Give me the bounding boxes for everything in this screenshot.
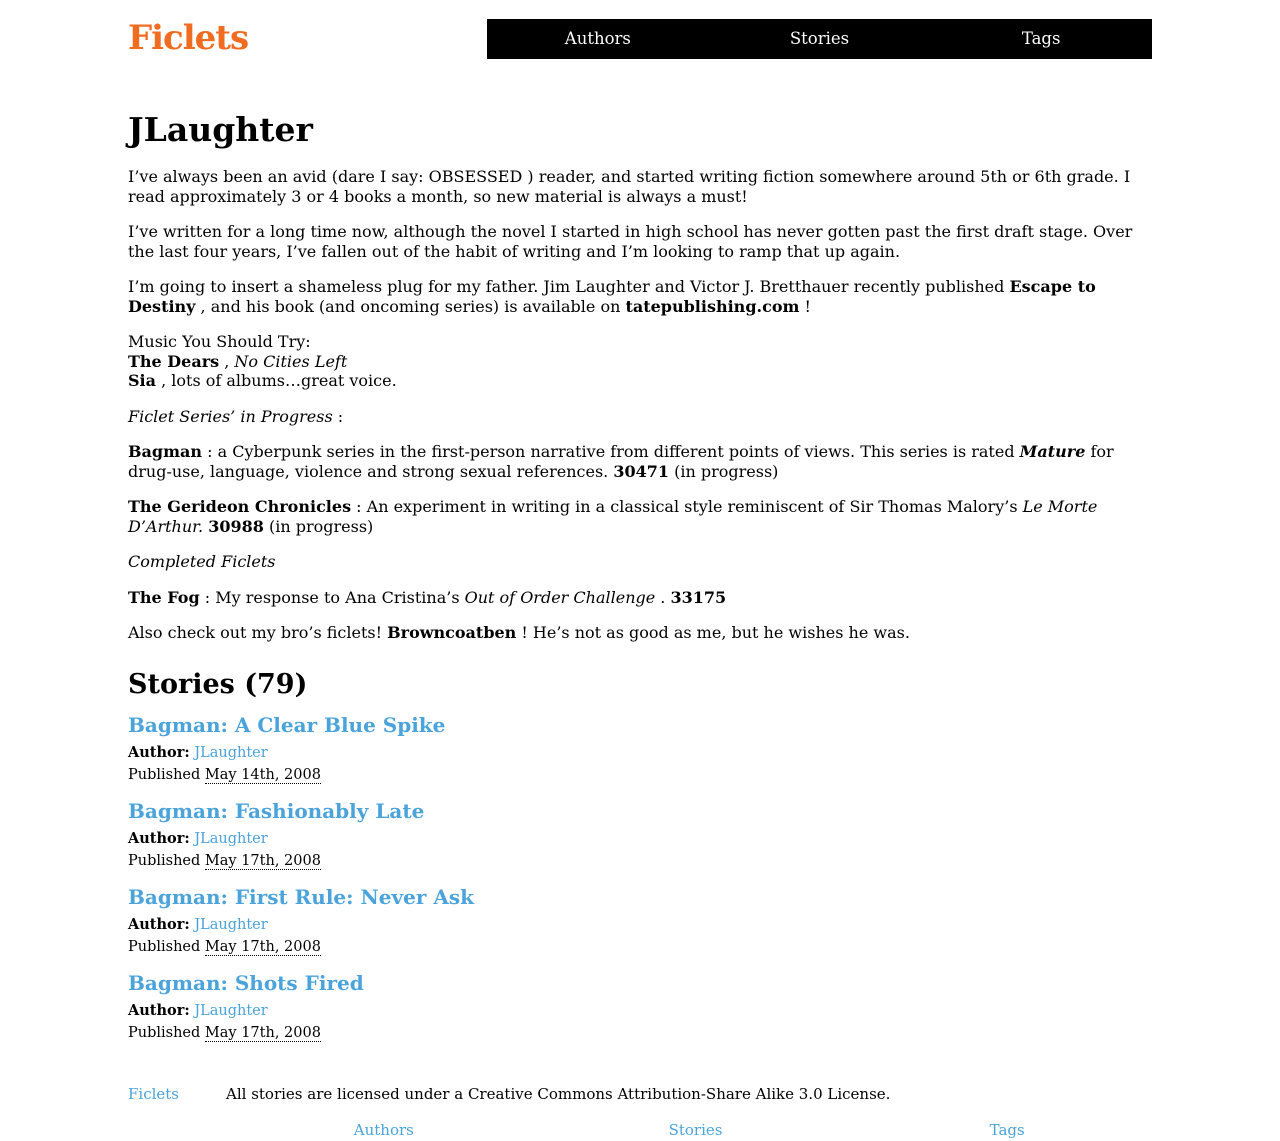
footer-nav-item-link-stories[interactable]: Stories (668, 1121, 723, 1139)
bio-text-segment: (in progress) (263, 516, 374, 536)
footer-license-row (128, 1085, 1152, 1103)
published-label: Published (128, 767, 201, 783)
footer-nav-item-tags (851, 1121, 1163, 1139)
published-label: Published (128, 1025, 201, 1041)
bio-text-segment: The Dears (128, 351, 220, 371)
published-label: Published (128, 939, 201, 955)
bio-text-segment: : (332, 406, 344, 426)
story-item (128, 713, 1152, 785)
top-nav (487, 19, 1152, 59)
bio-text-segment: I’ve written for a long time now, although the novel I started in high school has never gotten past the first draft stage. Over the last four years, I’ve fallen out of the habit of writing and I’m looking to ramp that up again. (128, 222, 1133, 261)
story-title-link[interactable]: Bagman: Fashionably Late (128, 798, 425, 823)
author-label: Author: (128, 743, 190, 761)
bio-text-segment: : An experiment in writing in a classical style reminiscent of Sir Thomas Malory’s (351, 497, 1023, 516)
bio-text-segment: ! (799, 296, 811, 316)
bio-paragraph (128, 407, 1152, 427)
author-label: Author: (128, 1001, 190, 1019)
nav-item-link-authors[interactable]: Authors (564, 29, 631, 48)
nav-item-authors (487, 19, 709, 59)
footer-nav-item-link-tags[interactable]: Tags (989, 1121, 1025, 1139)
bio-text-segment: for drug-use, language, violence and strong sexual references. (128, 442, 1114, 481)
nav-item-link-tags[interactable]: Tags (1021, 29, 1061, 48)
footer-brand-link[interactable]: Ficlets (128, 1085, 180, 1103)
footer-nav-item-link-authors[interactable]: Authors (353, 1121, 414, 1139)
bio-text-segment: Completed Ficlets (128, 552, 276, 571)
story-published-row (128, 767, 1152, 785)
stories-list (128, 713, 1152, 1043)
story-item (128, 885, 1152, 957)
story-item (128, 971, 1152, 1043)
bio-text-segment: tatepublishing.com (625, 296, 800, 316)
bio-paragraph (128, 623, 1152, 643)
bio-paragraph (128, 167, 1152, 206)
bio-text-segment: The Gerideon Chronicles (128, 497, 352, 516)
story-published-row (128, 853, 1152, 871)
story-published-row (128, 1025, 1152, 1043)
bio-text-segment: : My response to Ana Cristina’s (199, 587, 465, 607)
story-title-link[interactable]: Bagman: A Clear Blue Spike (128, 712, 446, 737)
footer-nav (228, 1121, 1163, 1139)
nav-item-tags (930, 19, 1152, 59)
license-text: All stories are licensed under a Creative Commons Attribution-Share Alike 3.0 License. (226, 1085, 891, 1103)
story-author-row (128, 916, 1152, 935)
bio-paragraph (128, 497, 1152, 536)
footer-nav-item-authors (228, 1121, 540, 1139)
bio-paragraph (128, 332, 1152, 391)
bio-paragraph (128, 277, 1152, 316)
story-author-link[interactable]: JLaughter (194, 916, 268, 933)
bio-text-segment: ! He’s not as good as me, but he wishes he was. (516, 623, 910, 642)
bio-text-segment: Also check out my bro’s ficlets! (128, 623, 388, 642)
bio-paragraph (128, 552, 1152, 572)
bio-paragraph (128, 442, 1152, 481)
bio-text-segment: The Fog (128, 587, 200, 607)
story-author-link[interactable]: JLaughter (194, 744, 268, 761)
bio-text-segment: 33175 (670, 587, 727, 607)
author-bio (128, 167, 1152, 643)
story-author-link[interactable]: JLaughter (194, 830, 268, 847)
published-date: May 14th, 2008 (204, 767, 321, 783)
published-label: Published (128, 853, 201, 869)
story-item (128, 799, 1152, 871)
bio-text-segment: Mature (1019, 442, 1086, 461)
bio-text-segment: , and his book (and oncoming series) is available on (195, 296, 626, 316)
bio-text-segment: Music You Should Try: (128, 332, 311, 351)
bio-text-segment: I’ve always been an avid (dare I say: OBSESSED ) reader, and started writing fiction somewhere around 5th or 6th grade. I read approximately 3 or 4 books a month, so new material is always a must! (128, 167, 1131, 206)
bio-text-segment: , lots of albums…great voice. (156, 371, 397, 390)
published-date: May 17th, 2008 (204, 853, 321, 869)
bio-text-segment: I’m going to insert a shameless plug for my father. Jim Laughter and Victor J. Bretthauer recently published (128, 277, 1010, 296)
bio-text-segment: 30471 (613, 461, 670, 481)
published-date: May 17th, 2008 (204, 1025, 321, 1041)
bio-text-segment: Ficlet Series’ in Progress (128, 406, 333, 426)
story-published-row (128, 939, 1152, 957)
bio-text-segment: , (219, 351, 235, 371)
bio-text-segment: Browncoatben (387, 623, 517, 642)
bio-text-segment: (in progress) (669, 461, 779, 481)
published-date: May 17th, 2008 (204, 939, 321, 955)
story-author-row (128, 744, 1152, 763)
bio-text-segment: : a Cyberpunk series in the first-person narrative from different points of views. This series is rated (202, 442, 1020, 461)
brand-logo[interactable]: Ficlets (128, 18, 249, 58)
story-author-row (128, 830, 1152, 849)
bio-text-segment: Out of Order Challenge (464, 587, 656, 607)
story-author-link[interactable]: JLaughter (194, 1002, 268, 1019)
page-title: JLaughter (128, 110, 313, 149)
nav-item-stories (709, 19, 931, 59)
bio-text-segment: . (655, 587, 671, 607)
header (128, 19, 1152, 59)
stories-heading: Stories (79) (128, 668, 308, 700)
bio-paragraph (128, 588, 1152, 608)
main-content (128, 110, 1152, 1043)
bio-paragraph (128, 222, 1152, 261)
story-title-link[interactable]: Bagman: First Rule: Never Ask (128, 884, 474, 909)
top-nav-list (487, 19, 1152, 59)
bio-text-segment: Sia (128, 371, 156, 390)
footer-nav-item-stories (540, 1121, 852, 1139)
bio-text-segment: No Cities Left (234, 351, 348, 371)
bio-text-segment: Le Morte D’Arthur. (128, 497, 1098, 536)
bio-text-segment: Bagman (128, 442, 203, 461)
story-author-row (128, 1002, 1152, 1021)
bio-text-segment: 30988 (208, 516, 264, 536)
story-title-link[interactable]: Bagman: Shots Fired (128, 970, 364, 995)
author-label: Author: (128, 915, 190, 933)
footer (128, 1085, 1152, 1139)
bio-text-segment: Escape to Destiny (128, 277, 1096, 316)
author-label: Author: (128, 829, 190, 847)
nav-item-link-stories[interactable]: Stories (789, 29, 850, 48)
